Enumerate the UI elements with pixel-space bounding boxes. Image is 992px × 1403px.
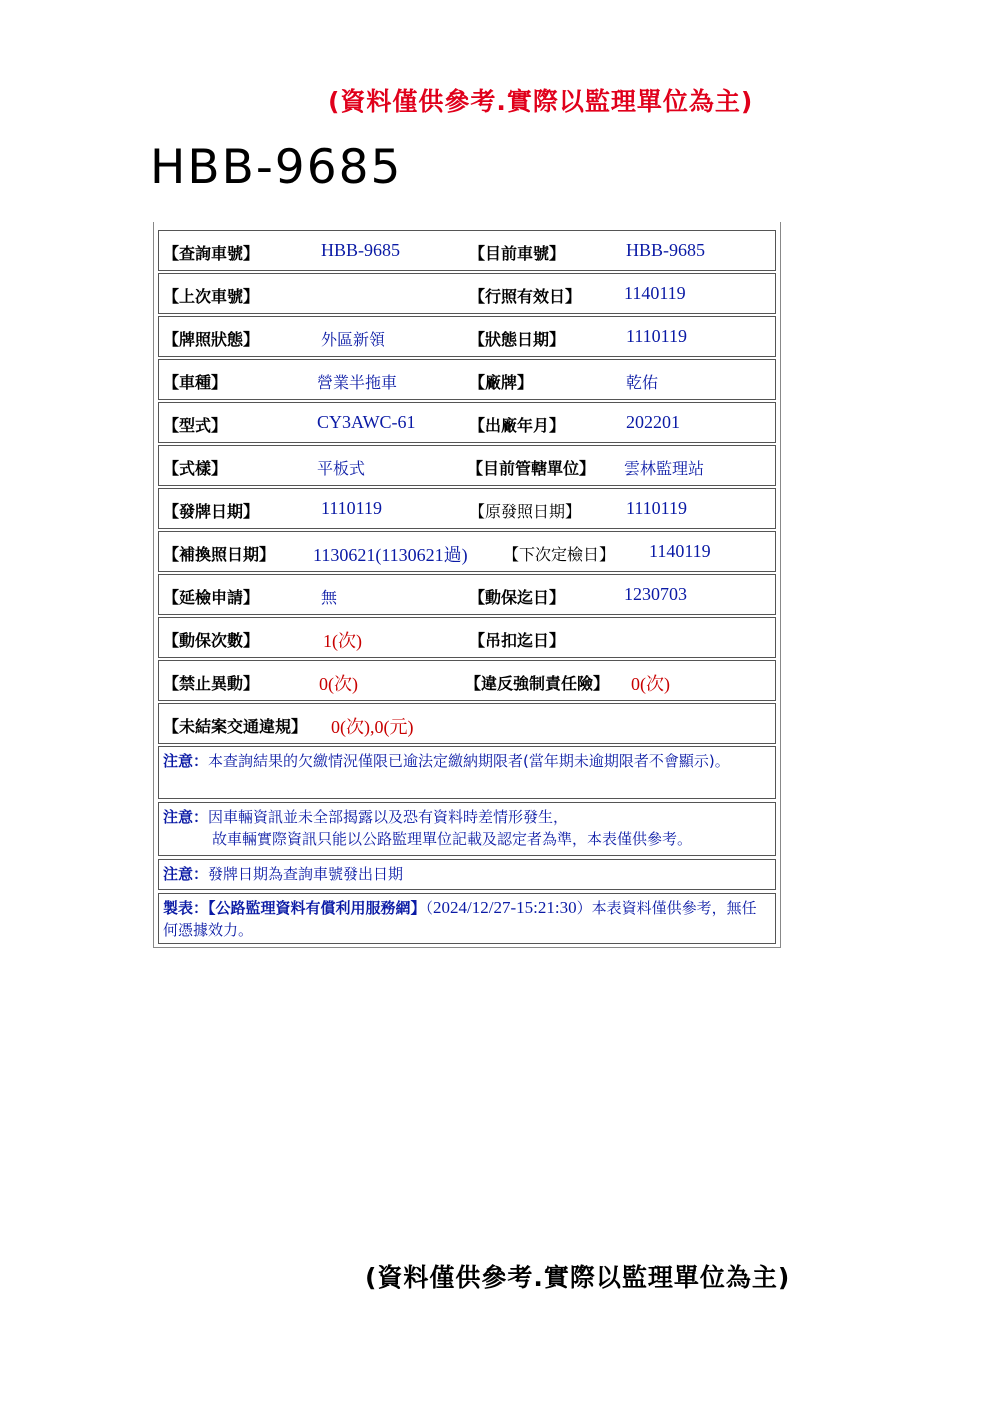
table-row bbox=[158, 402, 776, 443]
license-valid-date-label: 【行照有效日】 bbox=[469, 287, 582, 306]
brand-label: 【廠牌】 bbox=[469, 373, 534, 392]
manufacture-date-label: 【出廠年月】 bbox=[469, 416, 566, 435]
note-label: 注意： bbox=[163, 808, 209, 826]
jurisdiction-value: 雲林監理站 bbox=[624, 459, 705, 478]
table-row bbox=[158, 531, 776, 572]
vehicle-type-value: 營業半拖車 bbox=[317, 373, 398, 392]
timestamp: 2024/12/27-15:21:30 bbox=[433, 898, 577, 917]
insurance-violation-value: 0(次) bbox=[631, 674, 670, 694]
original-issue-date-label: 【原發照日期】 bbox=[469, 502, 582, 521]
inspection-extension-label: 【延檢申請】 bbox=[163, 588, 260, 607]
body-style-value: 平板式 bbox=[317, 459, 366, 478]
transfer-ban-label: 【禁止異動】 bbox=[163, 674, 260, 693]
note-label: 注意： bbox=[163, 865, 209, 883]
disclaimer-top: (資料僅供參考.實際以監理單位為主) bbox=[328, 87, 754, 116]
current-plate-label: 【目前車號】 bbox=[469, 244, 566, 263]
note-issue-date bbox=[158, 859, 776, 890]
table-row bbox=[158, 273, 776, 314]
table-row bbox=[158, 445, 776, 486]
insurance-violation-label: 【違反強制責任險】 bbox=[465, 674, 610, 693]
query-plate-value: HBB-9685 bbox=[321, 240, 401, 260]
unresolved-violation-value: 0(次),0(元) bbox=[331, 717, 414, 737]
transfer-ban-value: 0(次) bbox=[319, 674, 358, 694]
plate-status-label: 【牌照狀態】 bbox=[163, 330, 260, 349]
status-date-value: 1110119 bbox=[626, 326, 687, 346]
note-disclosure bbox=[158, 802, 776, 856]
chattel-mortgage-count-value: 1(次) bbox=[323, 631, 362, 651]
table-row bbox=[158, 488, 776, 529]
note-text-line2: 故車輛實際資訊只能以公路監理單位記載及認定者為準，本表僅供參考。 bbox=[212, 830, 693, 848]
service-site-name: 【公路監理資料有償利用服務網】 bbox=[208, 899, 426, 917]
note-text: 本表資料僅供參考，無任何憑據效力。 bbox=[163, 899, 757, 939]
current-plate-value: HBB-9685 bbox=[626, 240, 706, 260]
unresolved-violation-label: 【未結案交通違規】 bbox=[163, 717, 308, 736]
inspection-extension-value: 無 bbox=[321, 588, 338, 607]
next-inspection-label: 【下次定檢日】 bbox=[503, 545, 616, 564]
issue-date-value: 1110119 bbox=[321, 498, 382, 518]
body-style-label: 【式樣】 bbox=[163, 459, 228, 478]
original-issue-date-value: 1110119 bbox=[626, 498, 687, 518]
note-text-line1: 因車輛資訊並未全部揭露以及恐有資料時差情形發生， bbox=[208, 808, 569, 826]
note-label: 製表： bbox=[163, 899, 209, 917]
timestamp-open: （ bbox=[425, 899, 434, 917]
vehicle-type-label: 【車種】 bbox=[163, 373, 228, 392]
query-plate-label: 【查詢車號】 bbox=[163, 244, 260, 263]
brand-value: 乾佑 bbox=[626, 373, 659, 392]
issue-date-label: 【發牌日期】 bbox=[163, 502, 260, 521]
jurisdiction-label: 【目前管轄單位】 bbox=[467, 459, 596, 478]
table-row bbox=[158, 230, 776, 271]
chattel-mortgage-count-label: 【動保次數】 bbox=[163, 631, 260, 650]
chattel-mortgage-end-value: 1230703 bbox=[624, 584, 687, 604]
note-arrears bbox=[158, 746, 776, 799]
previous-plate-label: 【上次車號】 bbox=[163, 287, 260, 306]
note-text: 發牌日期為查詢車號發出日期 bbox=[208, 865, 404, 883]
table-row bbox=[158, 359, 776, 400]
table-row bbox=[158, 316, 776, 357]
model-label: 【型式】 bbox=[163, 416, 228, 435]
status-date-label: 【狀態日期】 bbox=[469, 330, 566, 349]
vehicle-info-panel bbox=[153, 222, 781, 948]
table-row bbox=[158, 617, 776, 658]
model-value: CY3AWC-61 bbox=[317, 412, 416, 432]
disclaimer-bottom: (資料僅供參考.實際以監理單位為主) bbox=[365, 1263, 791, 1292]
note-generated-by bbox=[158, 893, 776, 944]
manufacture-date-value: 202201 bbox=[626, 412, 680, 432]
plate-title: HBB-9685 bbox=[150, 140, 403, 195]
suspension-end-label: 【吊扣迄日】 bbox=[469, 631, 566, 650]
license-valid-date-value: 1140119 bbox=[624, 283, 686, 303]
table-row bbox=[158, 703, 776, 744]
note-label: 注意： bbox=[163, 752, 209, 770]
table-row bbox=[158, 574, 776, 615]
timestamp-close: ） bbox=[576, 899, 592, 917]
plate-status-value: 外區新領 bbox=[321, 330, 386, 349]
table-row bbox=[158, 660, 776, 701]
replacement-date-label: 【補換照日期】 bbox=[163, 545, 276, 564]
chattel-mortgage-end-label: 【動保迄日】 bbox=[469, 588, 566, 607]
note-text: 本查詢結果的欠繳情況僅限已逾法定繳納期限者(當年期未逾期限者不會顯示)。 bbox=[208, 752, 730, 770]
next-inspection-value: 1140119 bbox=[649, 541, 711, 561]
replacement-date-value: 1130621(1130621過) bbox=[313, 545, 468, 565]
